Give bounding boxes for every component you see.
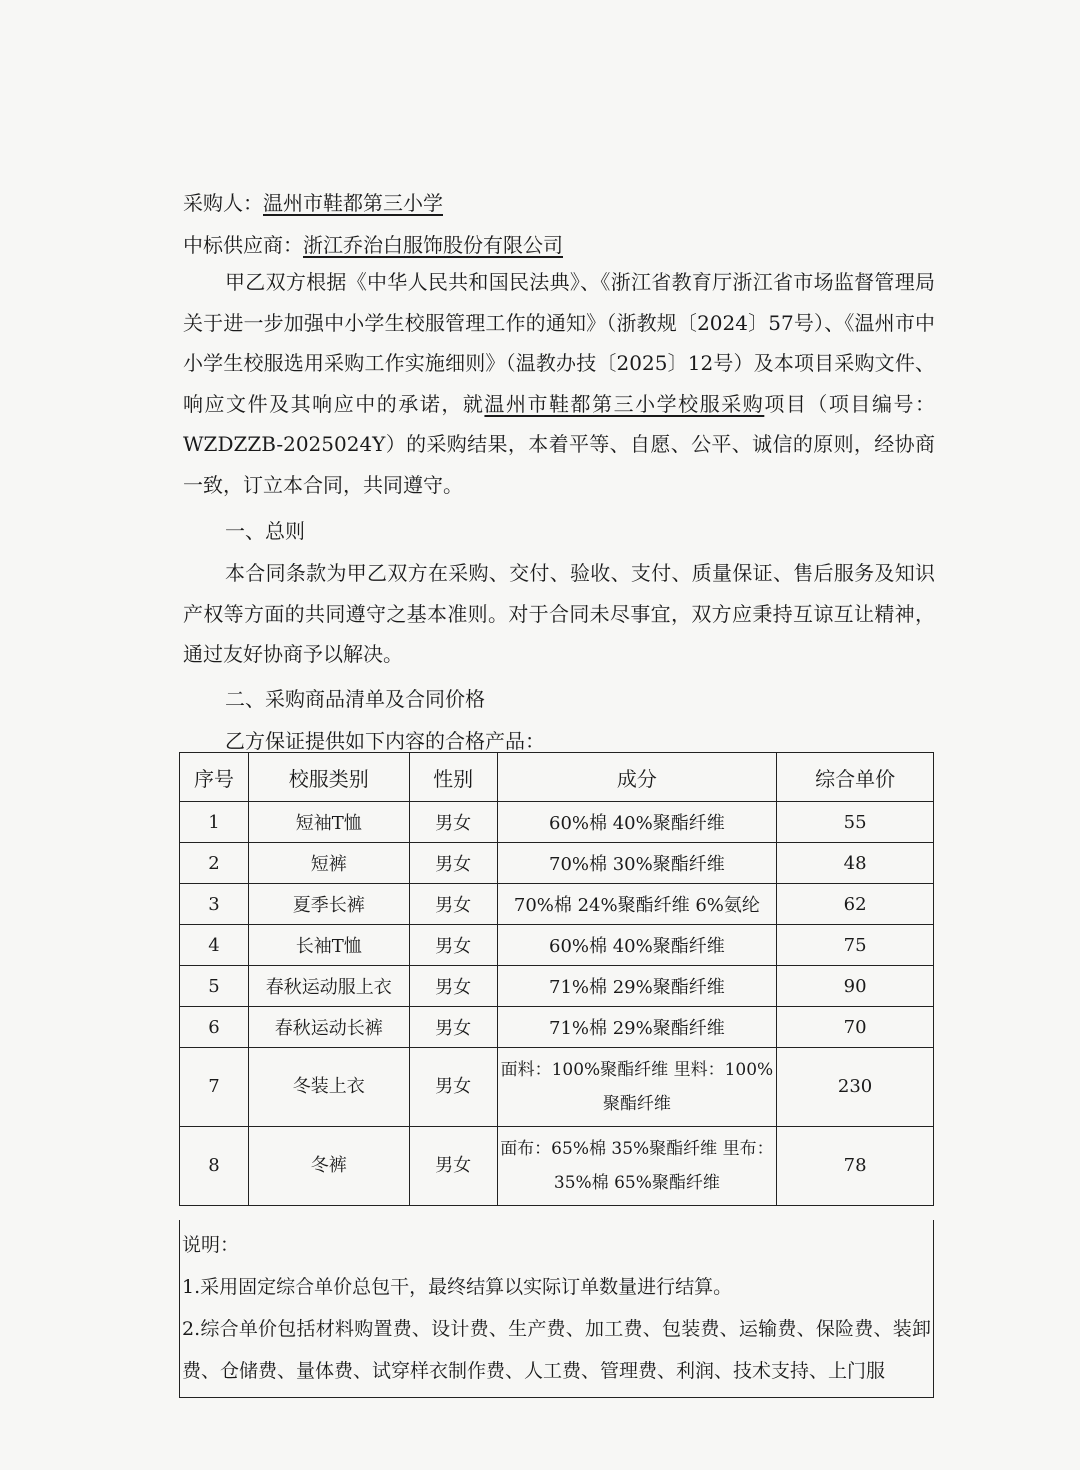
section-heading-general: 一、总则: [225, 519, 305, 543]
cell-item: 短袖T恤: [248, 802, 409, 843]
header-no: 序号: [180, 753, 249, 802]
header-composition: 成分: [497, 753, 777, 802]
header-price: 综合单价: [777, 753, 934, 802]
table-row: [180, 843, 934, 884]
buyer-name: 温州市鞋都第三小学: [263, 191, 443, 215]
cell-no: 5: [180, 966, 249, 1007]
cell-price: 70: [777, 1007, 934, 1048]
cell-item: 夏季长裤: [248, 884, 409, 925]
project-name: 温州市鞋都第三小学校服采购: [484, 391, 765, 416]
cell-gender: 男女: [409, 1048, 497, 1127]
cell-composition: 71%棉 29%聚酯纤维: [497, 966, 777, 1007]
cell-composition: 70%棉 24%聚酯纤维 6%氨纶: [497, 884, 777, 925]
table-row: [180, 884, 934, 925]
cell-no: 8: [180, 1127, 249, 1206]
table-row: [180, 1127, 934, 1206]
supplier-label: 中标供应商：: [183, 233, 303, 257]
buyer-label: 采购人：: [183, 191, 263, 215]
cell-gender: 男女: [409, 884, 497, 925]
table-row: [180, 966, 934, 1007]
buyer-line: [183, 191, 443, 215]
table-row: [180, 802, 934, 843]
cell-no: 6: [180, 1007, 249, 1048]
cell-item: 长袖T恤: [248, 925, 409, 966]
cell-item: 短裤: [248, 843, 409, 884]
table-row: [180, 1007, 934, 1048]
cell-item: 春秋运动长裤: [248, 1007, 409, 1048]
cell-no: 1: [180, 802, 249, 843]
cell-no: 7: [180, 1048, 249, 1127]
cell-price: 78: [777, 1127, 934, 1206]
cell-composition: 70%棉 30%聚酯纤维: [497, 843, 777, 884]
cell-gender: 男女: [409, 966, 497, 1007]
notes-title: 说明：: [182, 1234, 240, 1256]
items-lead-text: 乙方保证提供如下内容的合格产品：: [225, 729, 545, 753]
cell-gender: 男女: [409, 925, 497, 966]
cell-composition: 面料：100%聚酯纤维 里料：100%聚酯纤维: [497, 1048, 777, 1127]
cell-price: 75: [777, 925, 934, 966]
general-paragraph: 本合同条款为甲乙双方在采购、交付、验收、支付、质量保证、售后服务及知识产权等方面的共同遵守之基本准则。对于合同未尽事宜，双方应秉持互谅互让精神，通过友好协商予以解决。: [183, 561, 935, 666]
intro-text-2: 项目（项目编号：WZDZZB-2025024Y）的采购结果，本着平等、自愿、公平、诚信的原则，经协商一致，订立本合同，共同遵守。: [183, 391, 936, 497]
cell-price: 62: [777, 884, 934, 925]
intro-text-1: 甲乙双方根据《中华人民共和国民法典》、《浙江省教育厅浙江省市场监督管理局关于进一步加强中小学生校服管理工作的通知》（浙教规〔2024〕57号）、《温州市中小学生校服选用采购工作实施细则》（温教办技〔2025〕12号）及本项目采购文件、响应文件及其响应中的承诺，就: [183, 270, 935, 416]
cell-item: 冬裤: [248, 1127, 409, 1206]
cell-price: 48: [777, 843, 934, 884]
cell-item: 春秋运动服上衣: [248, 966, 409, 1007]
cell-composition: 面布：65%棉 35%聚酯纤维 里布：35%棉 65%聚酯纤维: [497, 1127, 777, 1206]
cell-gender: 男女: [409, 843, 497, 884]
intro-paragraph: [183, 262, 935, 505]
cell-composition: 60%棉 40%聚酯纤维: [497, 925, 777, 966]
supplier-line: [183, 233, 563, 257]
cell-no: 2: [180, 843, 249, 884]
notes-box: [179, 1220, 934, 1398]
header-item: 校服类别: [248, 753, 409, 802]
cell-price: 90: [777, 966, 934, 1007]
cell-no: 4: [180, 925, 249, 966]
cell-gender: 男女: [409, 802, 497, 843]
header-gender: 性别: [409, 753, 497, 802]
cell-item: 冬装上衣: [248, 1048, 409, 1127]
product-table: [179, 752, 934, 1206]
table-row: [180, 925, 934, 966]
note-item: 2.综合单价包括材料购置费、设计费、生产费、加工费、包装费、运输费、保险费、装卸费、仓储费、量体费、试穿样衣制作费、人工费、管理费、利润、技术支持、上门服: [182, 1318, 931, 1382]
cell-price: 55: [777, 802, 934, 843]
cell-gender: 男女: [409, 1007, 497, 1048]
section-heading-items: 二、采购商品清单及合同价格: [225, 687, 485, 711]
note-item: 1.采用固定综合单价总包干，最终结算以实际订单数量进行结算。: [182, 1276, 733, 1298]
cell-composition: 71%棉 29%聚酯纤维: [497, 1007, 777, 1048]
cell-composition: 60%棉 40%聚酯纤维: [497, 802, 777, 843]
cell-price: 230: [777, 1048, 934, 1127]
table-header-row: [180, 753, 934, 802]
supplier-name: 浙江乔治白服饰股份有限公司: [303, 233, 563, 257]
table-row: [180, 1048, 934, 1127]
cell-no: 3: [180, 884, 249, 925]
cell-gender: 男女: [409, 1127, 497, 1206]
